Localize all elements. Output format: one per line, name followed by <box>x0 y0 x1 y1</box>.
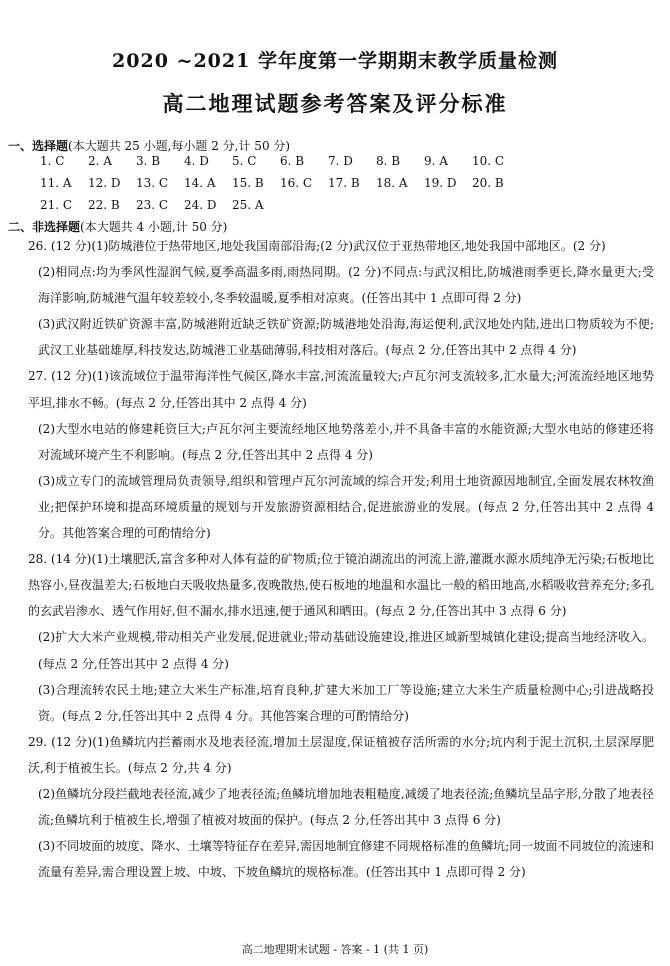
answer-item: 21. C <box>40 198 73 212</box>
answer-item: 8. B <box>376 154 401 168</box>
q28-part1: 28. (14 分)(1)土壤肥沃,富含多种对人体有益的矿物质;位于镜泊湖流出的河流上游,灌溉水源水质纯净无污染;石板地比热容小,昼夜温差大;石板地白天吸收热量多,夜晚散热,使石板地的地温和水温比一般的稻田地高,水稻吸收营养充分;多孔的玄武岩渗水、透气作用好,但不漏水,排水迅速,便于通风和晒田。(每点 2 分,任答出其中 3 点得 6 分) <box>28 552 654 619</box>
answer-item: 14. A <box>184 176 216 190</box>
answer-item: 3. B <box>136 154 161 168</box>
q26-part2: (2)相同点:均为季风性湿润气候,夏季高温多雨,雨热同期。(2 分)不同点:与武汉相比,防城港雨季更长,降水量更大;受海洋影响,防城港气温年较差较小,冬季较温暖,夏季相对凉爽。(任答出其中 1 点即可得 2 分) <box>38 265 654 306</box>
q28-part3: (3)合理流转农民土地;建立大米生产标准,培育良种,扩建大米加工厂等设施;建立大米生产质量检测中心;引进战略投资。(每点 2 分,任答出其中 2 点得 4 分。其他答案合理的可酌情给分) <box>38 682 654 723</box>
answer-item: 20. B <box>472 176 504 190</box>
section1-header <box>8 137 290 154</box>
answer-item: 25. A <box>232 198 264 212</box>
page-footer: 高二地理期末试题 - 答案 - 1 (共 1 页) <box>241 943 429 956</box>
q27-part3: (3)成立专门的流域管理局负责领导,组织和管理卢瓦尔河流域的综合开发;利用土地资源因地制宜,全面发展农林牧渔业;把保护环境和提高环境质量的规划与开发旅游资源相结合,促进旅游业的发展。(每点 2 分,任答出其中 2 点得 4 分。其他答案合理的可酌情给分) <box>38 473 654 541</box>
answer-item: 17. B <box>328 176 360 190</box>
answer-item: 12. D <box>88 176 121 190</box>
section2-note: (本大题共 4 小题,计 50 分) <box>80 220 228 234</box>
answer-item: 1. C <box>40 154 65 168</box>
q29-part3: (3)不同坡面的坡度、降水、土壤等特征存在差异,需因地制宜修建不同规格标准的鱼鳞坑;同一坡面不同坡位的流速和流量有差异,需合理设置上坡、中坡、下坡鱼鳞坑的规格标准。(任答出其中 1 点即可得 2 分) <box>38 839 654 880</box>
answer-item: 10. C <box>472 154 505 168</box>
answer-item: 24. D <box>184 198 217 212</box>
answer-item: 9. A <box>424 154 448 168</box>
answer-item: 5. C <box>232 154 257 168</box>
q27-part1: 27. (12 分)(1)该流域位于温带海洋性气候区,降水丰富,河流流量较大;卢瓦尔河支流较多,汇水量大;河流流经地区地势平坦,排水不畅。(每点 2 分,任答出其中 2 点得 4 分) <box>28 369 654 410</box>
answer-item: 22. B <box>88 198 120 212</box>
section1-heading: 一、选择题 <box>8 139 69 153</box>
answer-item: 18. A <box>376 176 408 190</box>
q26-part1: 26. (12 分)(1)防城港位于热带地区,地处我国南部沿海;(2 分)武汉位于亚热带地区,地处我国中部地区。(2 分) <box>28 239 606 253</box>
answer-item: 13. C <box>136 176 169 190</box>
answer-item: 11. A <box>40 176 72 190</box>
section2-heading: 二、非选择题 <box>8 220 81 234</box>
answer-item: 23. C <box>136 198 169 212</box>
answer-item: 19. D <box>424 176 457 190</box>
questions-body <box>28 233 654 885</box>
answer-item: 7. D <box>328 154 353 168</box>
answer-item: 15. B <box>232 176 264 190</box>
q27-part2: (2)大型水电站的修建耗资巨大;卢瓦尔河主要流经地区地势落差小,并不具备丰富的水能资源;大型水电站的修建还将对流域环境产生不利影响。(每点 2 分,任答出其中 2 点得 4 分) <box>38 421 654 462</box>
section1-note: (本大题共 25 小题,每小题 2 分,计 50 分) <box>68 139 291 153</box>
answer-item: 4. D <box>184 154 209 168</box>
q28-part2: (2)扩大大米产业规模,带动相关产业发展,促进就业;带动基础设施建设,推进区域新型城镇化建设;提高当地经济收入。(每点 2 分,任答出其中 2 点得 4 分) <box>38 630 654 671</box>
q29-part1: 29. (12 分)(1)鱼鳞坑内拦蓄雨水及地表径流,增加土层湿度,保证植被存活所需的水分;坑内利于泥土沉积,土层深厚肥沃,利于植被生长。(每点 2 分,共 4 分) <box>28 734 654 775</box>
q29-part2: (2)鱼鳞坑分段拦截地表径流,减少了地表径流;鱼鳞坑增加地表粗糙度,减缓了地表径流;鱼鳞坑呈品字形,分散了地表径流;鱼鳞坑利于植被生长,增强了植被对坡面的保护。(每点 2 分,任答出其中 3 点得 6 分) <box>38 786 654 828</box>
q26-part3: (3)武汉附近铁矿资源丰富,防城港附近缺乏铁矿资源;防城港地处沿海,海运便利,武汉地处内陆,进出口物质较为不便;武汉工业基础雄厚,科技发达,防城港工业基础薄弱,科技相对落后。(每点 2 分,任答出其中 2 点得 4 分) <box>38 317 654 358</box>
exam-title: 2020 ~2021 学年度第一学期期末教学质量检测 <box>112 50 558 72</box>
answer-item: 6. B <box>280 154 305 168</box>
answer-item: 2. A <box>88 154 112 168</box>
page-title: 高二地理试题参考答案及评分标准 <box>162 91 508 116</box>
answer-item: 16. C <box>280 176 313 190</box>
